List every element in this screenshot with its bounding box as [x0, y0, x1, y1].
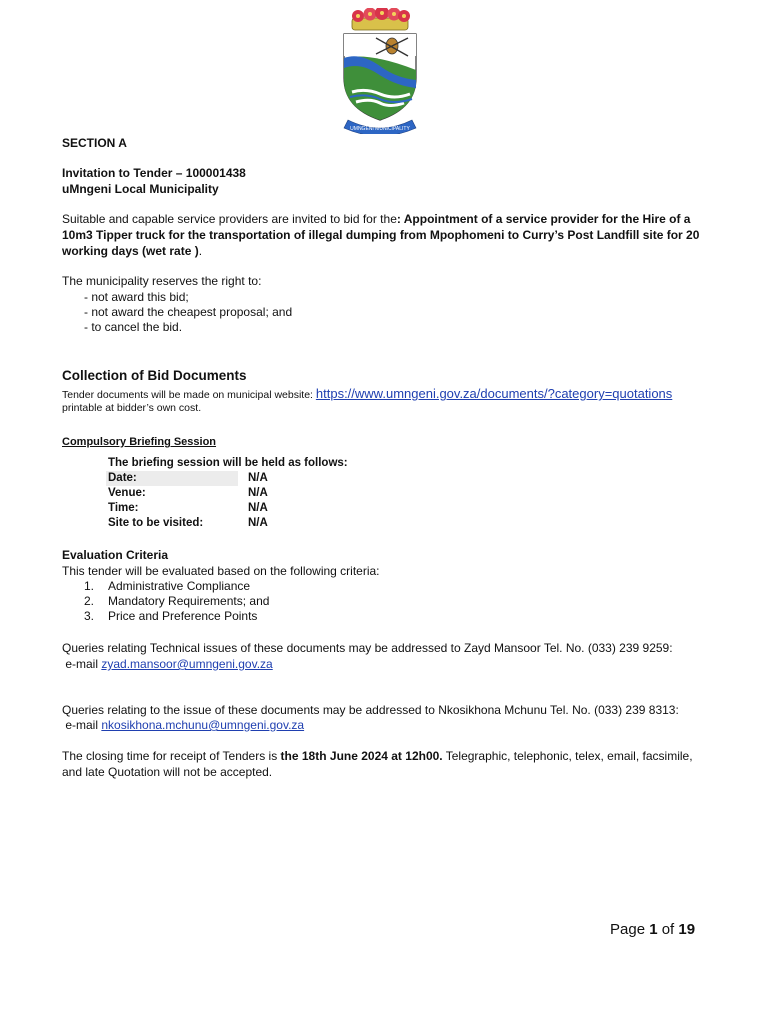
closing-line-1 — [62, 748, 693, 764]
intro-prefix: Suitable and capable service providers are invited to bid for the — [62, 212, 397, 226]
collection-heading: Collection of Bid Documents — [62, 368, 247, 383]
email-prefix: e-mail — [62, 718, 102, 732]
closing-suffix: Telegraphic, telephonic, telex, email, facsimile, — [442, 749, 693, 763]
closing-date: the 18th June 2024 at 12h00. — [280, 749, 443, 763]
briefing-value: N/A — [248, 502, 268, 514]
briefing-intro-row — [106, 456, 348, 471]
rights-item: - to cancel the bid. — [84, 320, 183, 334]
briefing-table — [106, 456, 348, 531]
intro-bold-1: : Appointment of a service provider for the Hire of a — [396, 212, 691, 226]
briefing-label: Date: — [106, 471, 238, 486]
briefing-label: Time: — [108, 502, 139, 514]
of-word: of — [657, 921, 679, 938]
evaluation-heading: Evaluation Criteria — [62, 548, 169, 562]
intro-suffix: . — [198, 244, 203, 258]
briefing-label: Venue: — [108, 487, 146, 499]
crest-motto-ribbon — [344, 120, 416, 134]
briefing-label: Site to be visited: — [108, 517, 204, 529]
page-total: 19 — [678, 921, 696, 938]
briefing-value: N/A — [248, 472, 268, 484]
evaluation-item-text: Administrative Compliance — [108, 579, 251, 593]
evaluation-item-number: 3. — [84, 609, 95, 623]
briefing-value: N/A — [248, 487, 268, 499]
municipality-name: uMngeni Local Municipality — [62, 182, 219, 196]
closing-prefix: The closing time for receipt of Tenders is — [62, 749, 281, 763]
invitation-title: Invitation to Tender – 100001438 — [62, 166, 246, 180]
section-heading: SECTION A — [62, 136, 127, 150]
page-word: Page — [610, 921, 650, 938]
evaluation-item-text: Mandatory Requirements; and — [108, 594, 270, 608]
queries-documents-email-line — [62, 717, 304, 733]
documents-website-link[interactable]: https://www.umngeni.gov.za/documents/?category=quotations — [315, 386, 673, 401]
email-prefix: e-mail — [62, 657, 102, 671]
evaluation-item — [84, 594, 269, 609]
evaluation-intro: This tender will be evaluated based on the following criteria: — [62, 564, 380, 578]
evaluation-item — [84, 609, 269, 624]
page-current: 1 — [649, 921, 658, 938]
evaluation-item-text: Price and Preference Points — [108, 609, 258, 623]
evaluation-item — [84, 579, 269, 594]
technical-email-link[interactable]: zyad.mansoor@umngeni.gov.za — [101, 657, 273, 671]
rights-item: - not award this bid; — [84, 290, 189, 304]
documents-email-link[interactable]: nkosikhona.mchunu@umngeni.gov.za — [101, 718, 305, 732]
queries-technical-text: Queries relating Technical issues of these documents may be addressed to Zayd Mansoor Tel. No. (033) 239 9259: — [62, 641, 673, 655]
crest-shield — [344, 34, 416, 120]
rights-intro: The municipality reserves the right to: — [62, 274, 262, 288]
briefing-intro: The briefing session will be held as follows: — [108, 457, 348, 469]
evaluation-list — [84, 579, 269, 624]
page-number — [610, 921, 695, 938]
briefing-row — [106, 501, 348, 516]
closing-line-2: and late Quotation will not be accepted. — [62, 765, 273, 779]
queries-documents-text: Queries relating to the issue of these documents may be addressed to Nkosikhona Mchunu Tel. No. (033) 239 8313: — [62, 703, 679, 717]
rights-item: - not award the cheapest proposal; and — [84, 305, 293, 319]
briefing-row — [106, 516, 348, 531]
crest-motto-text: UMNGENI MUNICIPALITY — [350, 126, 410, 132]
intro-bold-2: 10m3 Tipper truck for the transportation of illegal dumping from Mpophomeni to Curry’s Post Landfill site for 20 — [62, 228, 700, 242]
intro-line-3 — [62, 243, 202, 259]
briefing-value: N/A — [248, 517, 268, 529]
collection-text: Tender documents will be made on municipal website: — [62, 389, 316, 401]
municipality-crest-logo — [330, 8, 430, 134]
evaluation-item-number: 1. — [84, 579, 95, 593]
briefing-row — [106, 486, 348, 501]
intro-bold-3: working days (wet rate ) — [62, 244, 199, 258]
crest-crown — [352, 8, 410, 30]
evaluation-item-number: 2. — [84, 594, 95, 608]
intro-line-1 — [62, 211, 690, 227]
collection-line-1 — [62, 386, 672, 401]
briefing-row — [106, 471, 348, 486]
queries-technical-email-line — [62, 656, 273, 672]
briefing-heading: Compulsory Briefing Session — [62, 436, 217, 448]
collection-text-2: printable at bidder’s own cost. — [62, 402, 202, 414]
